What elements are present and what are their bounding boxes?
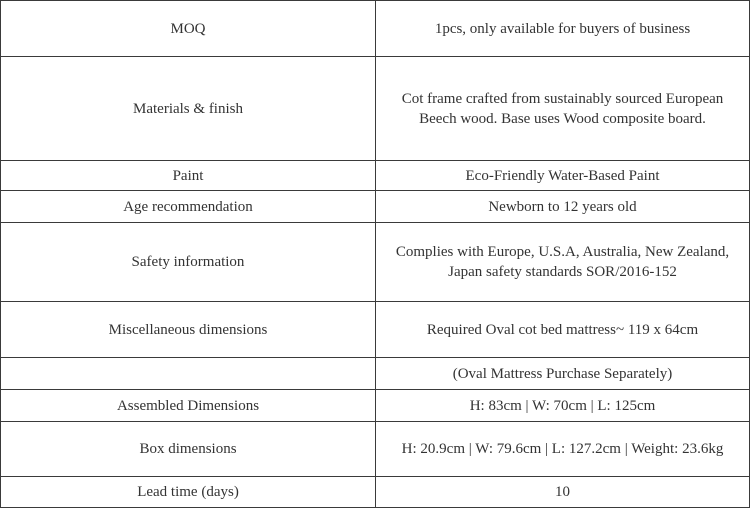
spec-label: Age recommendation	[1, 191, 376, 223]
spec-value: Newborn to 12 years old	[376, 191, 750, 223]
spec-value: H: 83cm | W: 70cm | L: 125cm	[376, 390, 750, 422]
spec-value: (Oval Mattress Purchase Separately)	[376, 358, 750, 390]
spec-label: Box dimensions	[1, 422, 376, 477]
spec-value	[376, 223, 750, 302]
spec-label: Miscellaneous dimensions	[1, 302, 376, 358]
table-row	[1, 191, 750, 223]
spec-value-line: Beech wood. Base uses Wood composite board.	[419, 110, 706, 127]
table-row	[1, 477, 750, 508]
spec-value: Required Oval cot bed mattress~ 119 x 64cm	[376, 302, 750, 358]
table-row	[1, 302, 750, 358]
table-row	[1, 358, 750, 390]
spec-label: Paint	[1, 161, 376, 191]
table-row	[1, 422, 750, 477]
table-row	[1, 223, 750, 302]
spec-value: Eco-Friendly Water-Based Paint	[376, 161, 750, 191]
table-row	[1, 390, 750, 422]
spec-label: Safety information	[1, 223, 376, 302]
spec-value: 10	[376, 477, 750, 508]
spec-label: MOQ	[1, 1, 376, 57]
spec-value: H: 20.9cm | W: 79.6cm | L: 127.2cm | Weight: 23.6kg	[376, 422, 750, 477]
spec-value-line: Complies with Europe, U.S.A, Australia, New Zealand,	[395, 244, 730, 260]
spec-value-line: Cot frame crafted from sustainably sourced European	[401, 90, 724, 107]
spec-value	[376, 57, 750, 161]
spec-label: Materials & finish	[1, 57, 376, 161]
spec-value: 1pcs, only available for buyers of business	[376, 1, 750, 57]
table-row	[1, 57, 750, 161]
table-row	[1, 1, 750, 57]
spec-label	[1, 358, 376, 390]
spec-label: Assembled Dimensions	[1, 390, 376, 422]
table-row	[1, 161, 750, 191]
spec-label: Lead time (days)	[1, 477, 376, 508]
spec-value-line: Japan safety standards SOR/2016-152	[448, 264, 677, 280]
